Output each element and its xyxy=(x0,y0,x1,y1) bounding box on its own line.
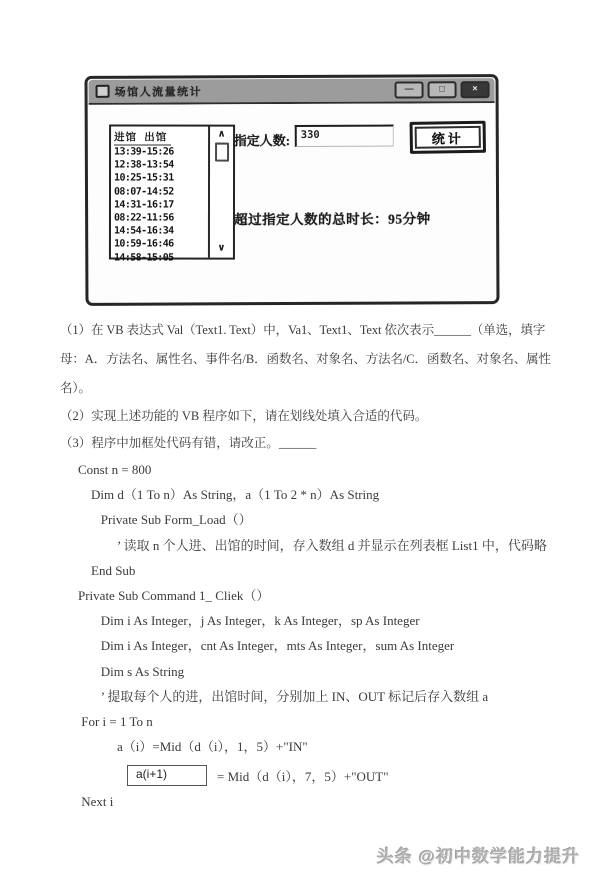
window-title: 场馆人流量统计 xyxy=(114,85,203,99)
code-line: a（i）=Mid（d（i），1，5）+"IN" xyxy=(78,739,308,755)
code-line: ’ 读取 n 个人进、出馆的时间，存入数组 d 并显示在列表框 List1 中，代码略 xyxy=(78,537,547,553)
time-listbox xyxy=(109,124,235,264)
boxed-row-rest: = Mid（d（i），7，5）+"OUT" xyxy=(217,768,389,784)
list-item: 14:58-15:05 xyxy=(113,252,174,264)
list-item: 10:25-15:31 xyxy=(114,172,174,184)
code-line: Private Sub Command 1_ Cliek（） xyxy=(78,588,270,604)
code-line: Dim s As String xyxy=(78,663,185,679)
code-line: Dim i As Integer，cnt As Integer，mts As Integer，sum As Integer xyxy=(78,638,455,654)
boxed-error-row xyxy=(127,761,565,789)
code-line: Dim d（1 To n）As String，a（1 To 2 * n）As String xyxy=(78,487,380,503)
result-text: 超过指定人数的总时长：95分钟 xyxy=(234,211,431,228)
question-1-line-2: 母：A．方法名、属性名、事件名/B．函数名、对象名、方法名/C．函数名、对象名、属性 xyxy=(60,352,551,366)
window-controls xyxy=(395,81,490,98)
watermark: 头条 @初中数学能力提升 xyxy=(376,847,580,866)
boxed-error-code: a(i+1) xyxy=(127,765,207,786)
code-line: Dim i As Integer，j As Integer，k As Integer，sp As Integer xyxy=(78,613,420,629)
list-item: 13:39-15:26 xyxy=(114,146,174,158)
window-app-icon xyxy=(96,85,110,98)
list-item: 14:54-16:34 xyxy=(113,225,174,237)
vb-form-sketch xyxy=(85,74,500,306)
code-line: Private Sub Form_Load（） xyxy=(78,512,252,528)
list-header: 进馆 出馆 xyxy=(114,132,171,145)
code-line: End Sub xyxy=(78,562,136,578)
scrollbar-thumb xyxy=(215,143,229,162)
list-item: 08:07-14:52 xyxy=(114,186,174,198)
vb-code-block xyxy=(60,457,565,815)
list-item: 14:31-16:17 xyxy=(113,199,174,211)
stat-button-label: 统计 xyxy=(415,126,481,149)
question-1-line-3: 名）。 xyxy=(60,381,91,395)
scroll-down-icon: ∨ xyxy=(217,242,226,254)
maximize-icon: □ xyxy=(428,81,457,98)
minimize-icon: — xyxy=(395,81,424,98)
code-line: Const n = 800 xyxy=(78,462,152,477)
people-count-label: 指定人数: xyxy=(233,133,291,149)
time-list xyxy=(111,126,208,264)
window-titlebar xyxy=(89,78,495,105)
code-line: ’ 提取每个人的进，出馆时间，分别加上 IN、OUT 标记后存入数组 a xyxy=(78,688,489,704)
listbox-scrollbar xyxy=(208,127,233,258)
stat-button xyxy=(410,121,486,154)
document-body xyxy=(60,316,565,815)
list-item: 10:59-16:46 xyxy=(113,238,174,250)
list-item: 08:22-11:56 xyxy=(113,212,174,224)
question-3: （3）程序中加框处代码有错，请改正。______ xyxy=(60,436,317,450)
question-2: （2）实现上述功能的 VB 程序如下，请在划线处填入合适的代码。 xyxy=(60,409,428,423)
close-icon: × xyxy=(461,81,490,98)
people-count-textbox: 330 xyxy=(295,125,394,147)
scroll-up-icon: ∧ xyxy=(217,128,226,140)
code-line: Next i xyxy=(78,794,114,810)
code-line: For i = 1 To n xyxy=(78,714,153,730)
list-item: 12:38-13:54 xyxy=(114,159,174,171)
question-1-line-1: （1）在 VB 表达式 Val（Text1. Text）中，Va1、Text1、Text 依次表示______（单选，填字 xyxy=(60,323,546,337)
